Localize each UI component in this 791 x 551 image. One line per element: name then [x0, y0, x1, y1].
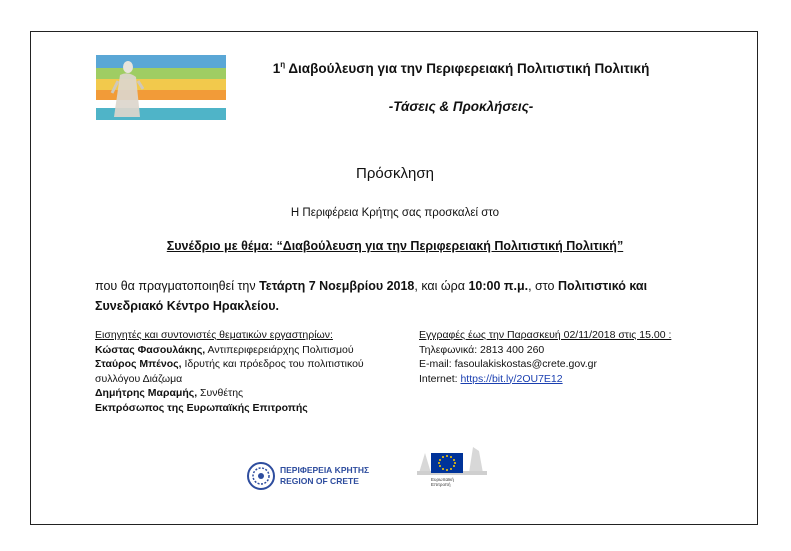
registration-info	[419, 328, 719, 386]
eu-building-icon	[417, 443, 487, 477]
european-commission-logo	[417, 443, 487, 493]
event-venue: Πολιτιστικό και Συνεδριακό Κέντρο Ηρακλείου.	[95, 279, 648, 313]
page-subtitle: -Τάσεις & Προκλήσεις-	[388, 99, 534, 114]
speakers-heading: Εισηγητές και συντονιστές θεματικών εργαστηρίων:	[95, 329, 333, 341]
speaker-item: Κώστας Φασουλάκης, Αντιπεριφερειάρχης Πολιτισμού	[95, 343, 354, 356]
invitation-heading: Πρόσκληση	[356, 165, 434, 182]
page-title: $1^\eta$ Διαβούλευση για την Περιφερειακή Πολιτιστική Πολιτική	[272, 60, 650, 76]
registration-internet: Internet: https://bit.ly/2OU7E12	[419, 372, 563, 385]
registration-link[interactable]: https://bit.ly/2OU7E12	[460, 372, 563, 385]
event-date: Τετάρτη 7 Νοεμβρίου 2018	[259, 279, 415, 293]
event-details: που θα πραγματοποιηθεί την Τετάρτη 7 Νοεμβρίου 2018, και ώρα 10:00 π.μ., στο Πολιτιστικό και Συνεδριακό Κέντρο Ηρακλείου.	[95, 279, 648, 313]
conference-title: Συνέδριο με θέμα: “Διαβούλευση για την Περιφερειακή Πολιτιστική Πολιτική”	[166, 239, 624, 253]
speaker-item: Σταύρος Μπένος, Ιδρυτής και πρόεδρος του πολιτιστικού συλλόγου Διάζωμα	[95, 358, 364, 385]
eu-caption: Ευρωπαϊκή Επιτροπή	[431, 477, 454, 487]
region-of-crete-logo: ΠΕΡΙΦΕΡΕΙΑ ΚΡΗΤΗΣ REGION OF CRETE	[246, 460, 386, 492]
invitation-page	[30, 31, 758, 525]
consultation-logo	[96, 55, 226, 120]
invites-text: Η Περιφέρεια Κρήτης σας προσκαλεί στο	[290, 207, 500, 219]
event-time: 10:00 π.μ.	[468, 279, 529, 293]
registration-email[interactable]: E-mail: fasoulakiskostas@crete.gov.gr	[419, 358, 597, 370]
speakers-list	[95, 328, 395, 415]
speaker-item: Εκπρόσωπος της Ευρωπαϊκής Επιτροπής	[95, 401, 308, 414]
statue-figure-icon	[110, 59, 144, 119]
speaker-item: Δημήτρης Μαραμής, Συνθέτης	[95, 387, 244, 399]
registration-phone: Τηλεφωνικά: 2813 400 260	[419, 343, 545, 356]
region-seal-icon	[246, 461, 276, 491]
registration-heading: Εγγραφές έως την Παρασκευή 02/11/2018 στις 15.00 :	[419, 329, 672, 341]
